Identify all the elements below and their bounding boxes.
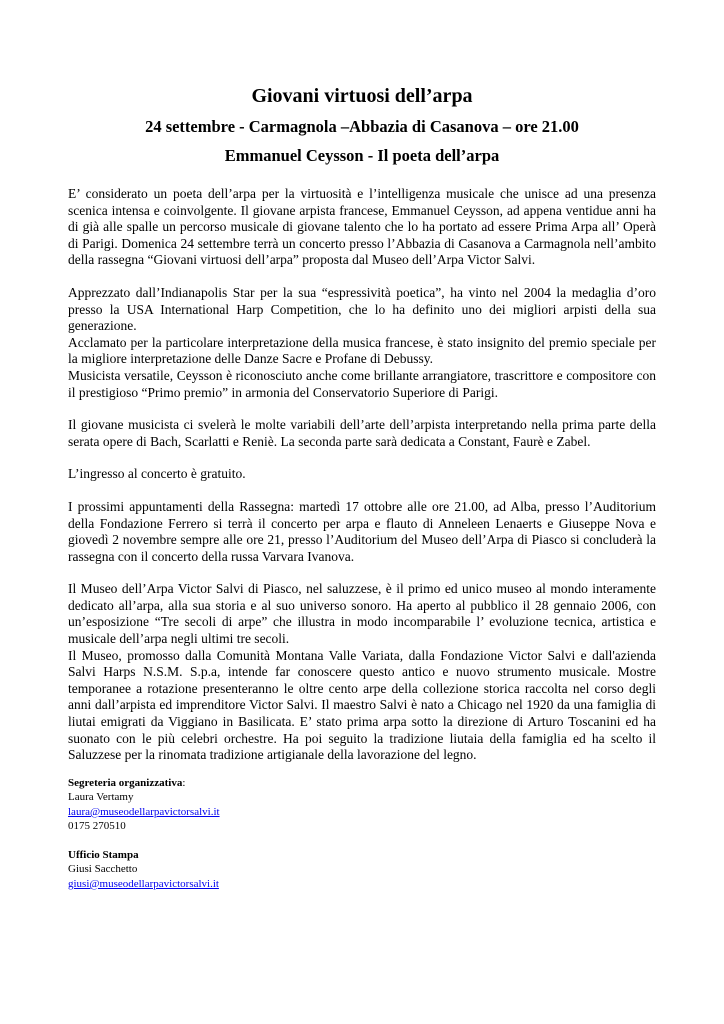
paragraph-free-entry: L’ingresso al concerto è gratuito. [68, 466, 246, 482]
performer-heading: Emmanuel Ceysson - Il poeta dell’arpa [224, 146, 500, 165]
paragraph-gap [68, 483, 656, 499]
secretariat-name: Laura Vertamy [68, 791, 134, 804]
paragraph-gap [68, 269, 656, 285]
secretariat-heading-colon: : [182, 776, 186, 789]
page-title: Giovani virtuosi dell’arpa [251, 85, 473, 107]
paragraph-museum: Il Museo dell’Arpa Victor Salvi di Piasco, nel saluzzese, è il primo ed unico museo al mondo interamente dedicato all’arpa, alla sua storia e al suo universo sonoro. Ha aperto al pubblico il 28 gennaio 2006, con un’esposizione “Tre secoli di arpe” che illustra in modo incomparabile l’ evoluzione tecnica, artistica e musicale dell’arpa negli ultimi tre secoli. [68, 581, 656, 647]
press-office-name: Giusi Sacchetto [68, 863, 138, 876]
paragraph-intro: E’ considerato un poeta dell’arpa per la virtuosità e l’intelligenza musicale che unisce ad una presenza scenica intensa e coinvolgente. Il giovane arpista francese, Emmanuel Ceysson, ad appena ventidue anni ha di già alle spalle un percorso musicale di giovane talento che lo ha portato ad essere Prima Arpa all’ Operà di Parigi. Domenica 24 settembre terrà un concerto presso l’Abbazia di Casanova a Carmagnola nell’ambito della rassegna “Giovani virtuosi dell’arpa” proposta dal Museo dell’Arpa Victor Salvi. [68, 186, 656, 268]
paragraph-next-events: I prossimi appuntamenti della Rassegna: martedì 17 ottobre alle ore 21.00, ad Alba, presso l’Auditorium della Fondazione Ferrero si terrà il concerto per arpa e flauto di Anneleen Lenaerts e Giuseppe Nova e giovedì 2 novembre sempre alle ore 21, presso l’Auditorium del Museo dell’Arpa di Piasco si concluderà la rassegna con il concerto della russa Varvara Ivanova. [68, 498, 656, 564]
paragraph-gap [68, 401, 656, 417]
press-office-email-link[interactable]: giusi@museodellarpavictorsalvi.it [68, 877, 219, 890]
secretariat-heading-line [68, 776, 656, 791]
paragraph-gap [68, 565, 656, 581]
contacts [68, 776, 656, 892]
press-office-contact [68, 848, 656, 892]
paragraph-versatile: Musicista versatile, Ceysson è riconosciuto anche come brillante arrangiatore, trascrittore e compositore con il prestigioso “Primo premio” in armonia del Conservatorio Superiore di Parigi. [68, 367, 656, 400]
secretariat-phone: 0175 270510 [68, 820, 126, 833]
paragraph-program: Il giovane musicista ci svelerà le molte variabili dell’arte dell’arpista interpretando nella prima parte della serata opere di Bach, Scarlatti e Reniè. La seconda parte sarà dedicata a Constant, Faurè e Zabel. [68, 417, 656, 449]
paragraph-french-music: Acclamato per la particolare interpretazione della musica francese, è stato insignito del premio speciale per la migliore interpretazione delle Danze Sacre e Profane di Debussy. [68, 334, 656, 367]
event-details: 24 settembre - Carmagnola –Abbazia di Casanova – ore 21.00 [145, 117, 579, 136]
press-release [68, 84, 656, 891]
paragraph-awards: Apprezzato dall’Indianapolis Star per la sua “espressività poetica”, ha vinto nel 2004 la medaglia d’oro presso la USA International Harp Competition, che lo ha definito uno dei migliori arpisti della sua generazione. [68, 284, 656, 334]
secretariat-contact [68, 776, 656, 834]
press-office-heading: Ufficio Stampa [68, 848, 139, 861]
paragraph-gap [68, 450, 656, 466]
paragraph-museum-promotion: Il Museo, promosso dalla Comunità Montana Valle Variata, dalla Fondazione Victor Salvi e dall'azienda Salvi Harps N.S.M. S.p.a, intende far conoscere questo antico e nuovo strumento musicale. Mostre temporanee a rotazione presenteranno le oltre cento arpe della collezione storica raccolta nel corso degli anni dall’arpista ed imprenditore Victor Salvi. Il maestro Salvi è nato a Chicago nel 1920 da una famiglia di liutai emigrati da Viggiano in Basilicata. E’ stato prima arpa sotto la direzione di Arturo Toscanini ed ha suonato con le più celebri orchestre. Ha poi seguito la tradizione liutaia della famiglia ed ha scelto il Saluzzese per la rinomata tradizione artigianale della lavorazione del legno. [68, 647, 656, 763]
secretariat-email-link[interactable]: laura@museodellarpavictorsalvi.it [68, 805, 220, 818]
secretariat-heading: Segreteria organizzativa [68, 776, 183, 789]
